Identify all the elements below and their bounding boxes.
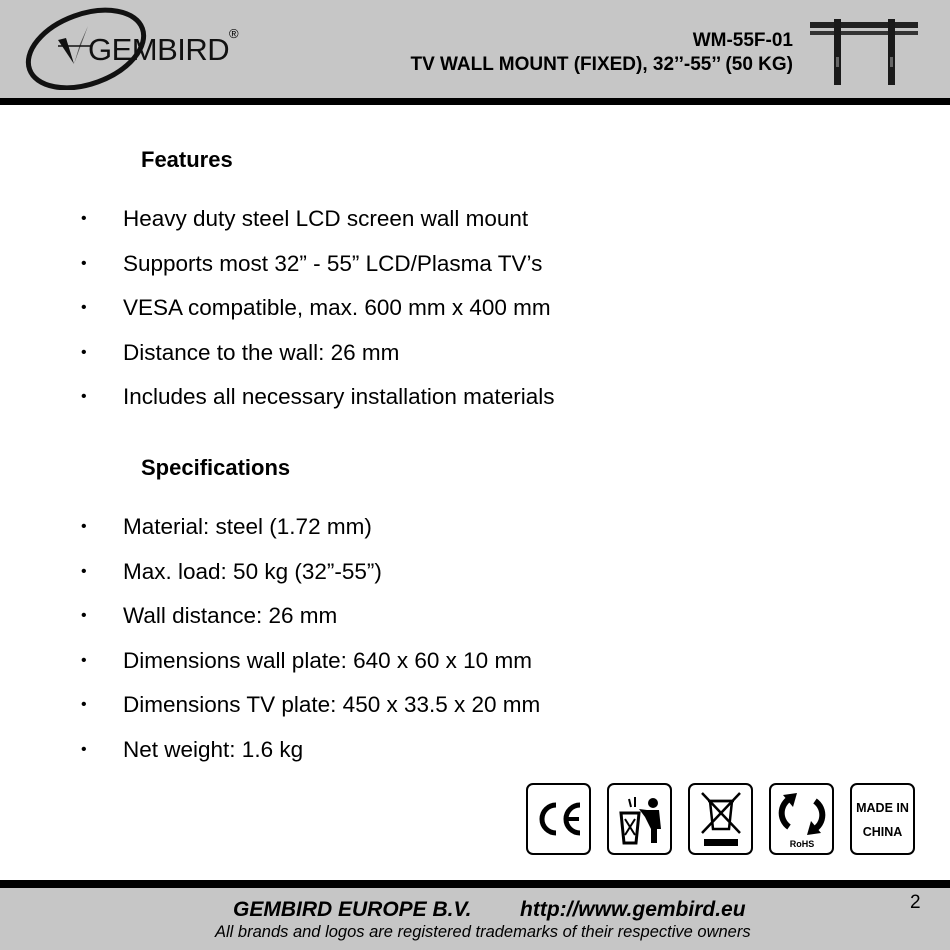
list-item-text: Wall distance: 26 mm xyxy=(123,603,338,628)
registered-mark: ® xyxy=(229,26,239,41)
specifications-list xyxy=(0,514,540,781)
rohs-label: RoHS xyxy=(789,839,815,849)
footer-divider xyxy=(0,880,950,888)
bullet: • xyxy=(81,388,87,405)
bullet: • xyxy=(81,651,87,669)
bullet: • xyxy=(81,518,87,535)
list-item xyxy=(0,737,540,782)
gembird-logo xyxy=(22,4,254,90)
wall-mount-product-image xyxy=(808,17,920,92)
list-item xyxy=(0,559,540,604)
weee-crossed-bin-icon xyxy=(688,783,753,855)
list-item-text: Dimensions TV plate: 450 x 33.5 x 20 mm xyxy=(123,692,541,717)
bullet: • xyxy=(81,299,87,316)
bullet: • xyxy=(81,343,87,361)
country-label: CHINA xyxy=(862,825,903,839)
logo-wordmark: GEMBIRD xyxy=(88,32,230,67)
list-item-text: Includes all necessary installation materials xyxy=(123,384,555,409)
features-list xyxy=(0,206,554,429)
list-item xyxy=(0,603,540,648)
made-in-label: MADE IN xyxy=(856,801,909,815)
company-name: GEMBIRD EUROPE B.V. xyxy=(233,898,472,921)
model-number: WM-55F-01 xyxy=(692,30,793,51)
list-item xyxy=(0,295,554,340)
company-url[interactable]: http://www.gembird.eu xyxy=(520,898,746,921)
rohs-icon xyxy=(769,783,834,855)
trademark-notice: All brands and logos are registered trademarks of their respective owners xyxy=(215,923,751,941)
bullet: • xyxy=(81,254,87,272)
made-in-china-badge xyxy=(850,783,915,855)
list-item-text: Dimensions wall plate: 640 x 60 x 10 mm xyxy=(123,647,532,673)
features-heading: Features xyxy=(141,147,233,172)
list-item-text: Heavy duty steel LCD screen wall mount xyxy=(123,206,529,231)
list-item-text: Net weight: 1.6 kg xyxy=(123,736,304,762)
list-item-text: VESA compatible, max. 600 mm x 400 mm xyxy=(123,295,551,320)
list-item xyxy=(0,340,554,385)
list-item-text: Supports most 32” - 55” LCD/Plasma TV’s xyxy=(123,250,543,276)
tidyman-bin-icon xyxy=(607,783,672,855)
bullet: • xyxy=(81,562,87,580)
list-item-text: Max. load: 50 kg (32”-55”) xyxy=(123,558,382,584)
ce-mark-icon xyxy=(526,783,591,855)
page-header xyxy=(0,0,950,105)
specifications-heading: Specifications xyxy=(141,455,291,480)
list-item xyxy=(0,692,540,737)
bullet: • xyxy=(81,607,87,624)
product-title: TV WALL MOUNT (FIXED), 32’’-55’’ (50 KG) xyxy=(410,54,793,75)
list-item xyxy=(0,251,554,296)
page-footer xyxy=(0,888,950,950)
bullet: • xyxy=(81,210,87,227)
bullet: • xyxy=(81,696,87,713)
list-item xyxy=(0,206,554,251)
page-number: 2 xyxy=(910,892,921,913)
list-item xyxy=(0,648,540,693)
list-item xyxy=(0,514,540,559)
bullet: • xyxy=(81,740,87,758)
list-item xyxy=(0,384,554,429)
list-item-text: Distance to the wall: 26 mm xyxy=(123,339,400,365)
list-item-text: Material: steel (1.72 mm) xyxy=(123,514,372,539)
